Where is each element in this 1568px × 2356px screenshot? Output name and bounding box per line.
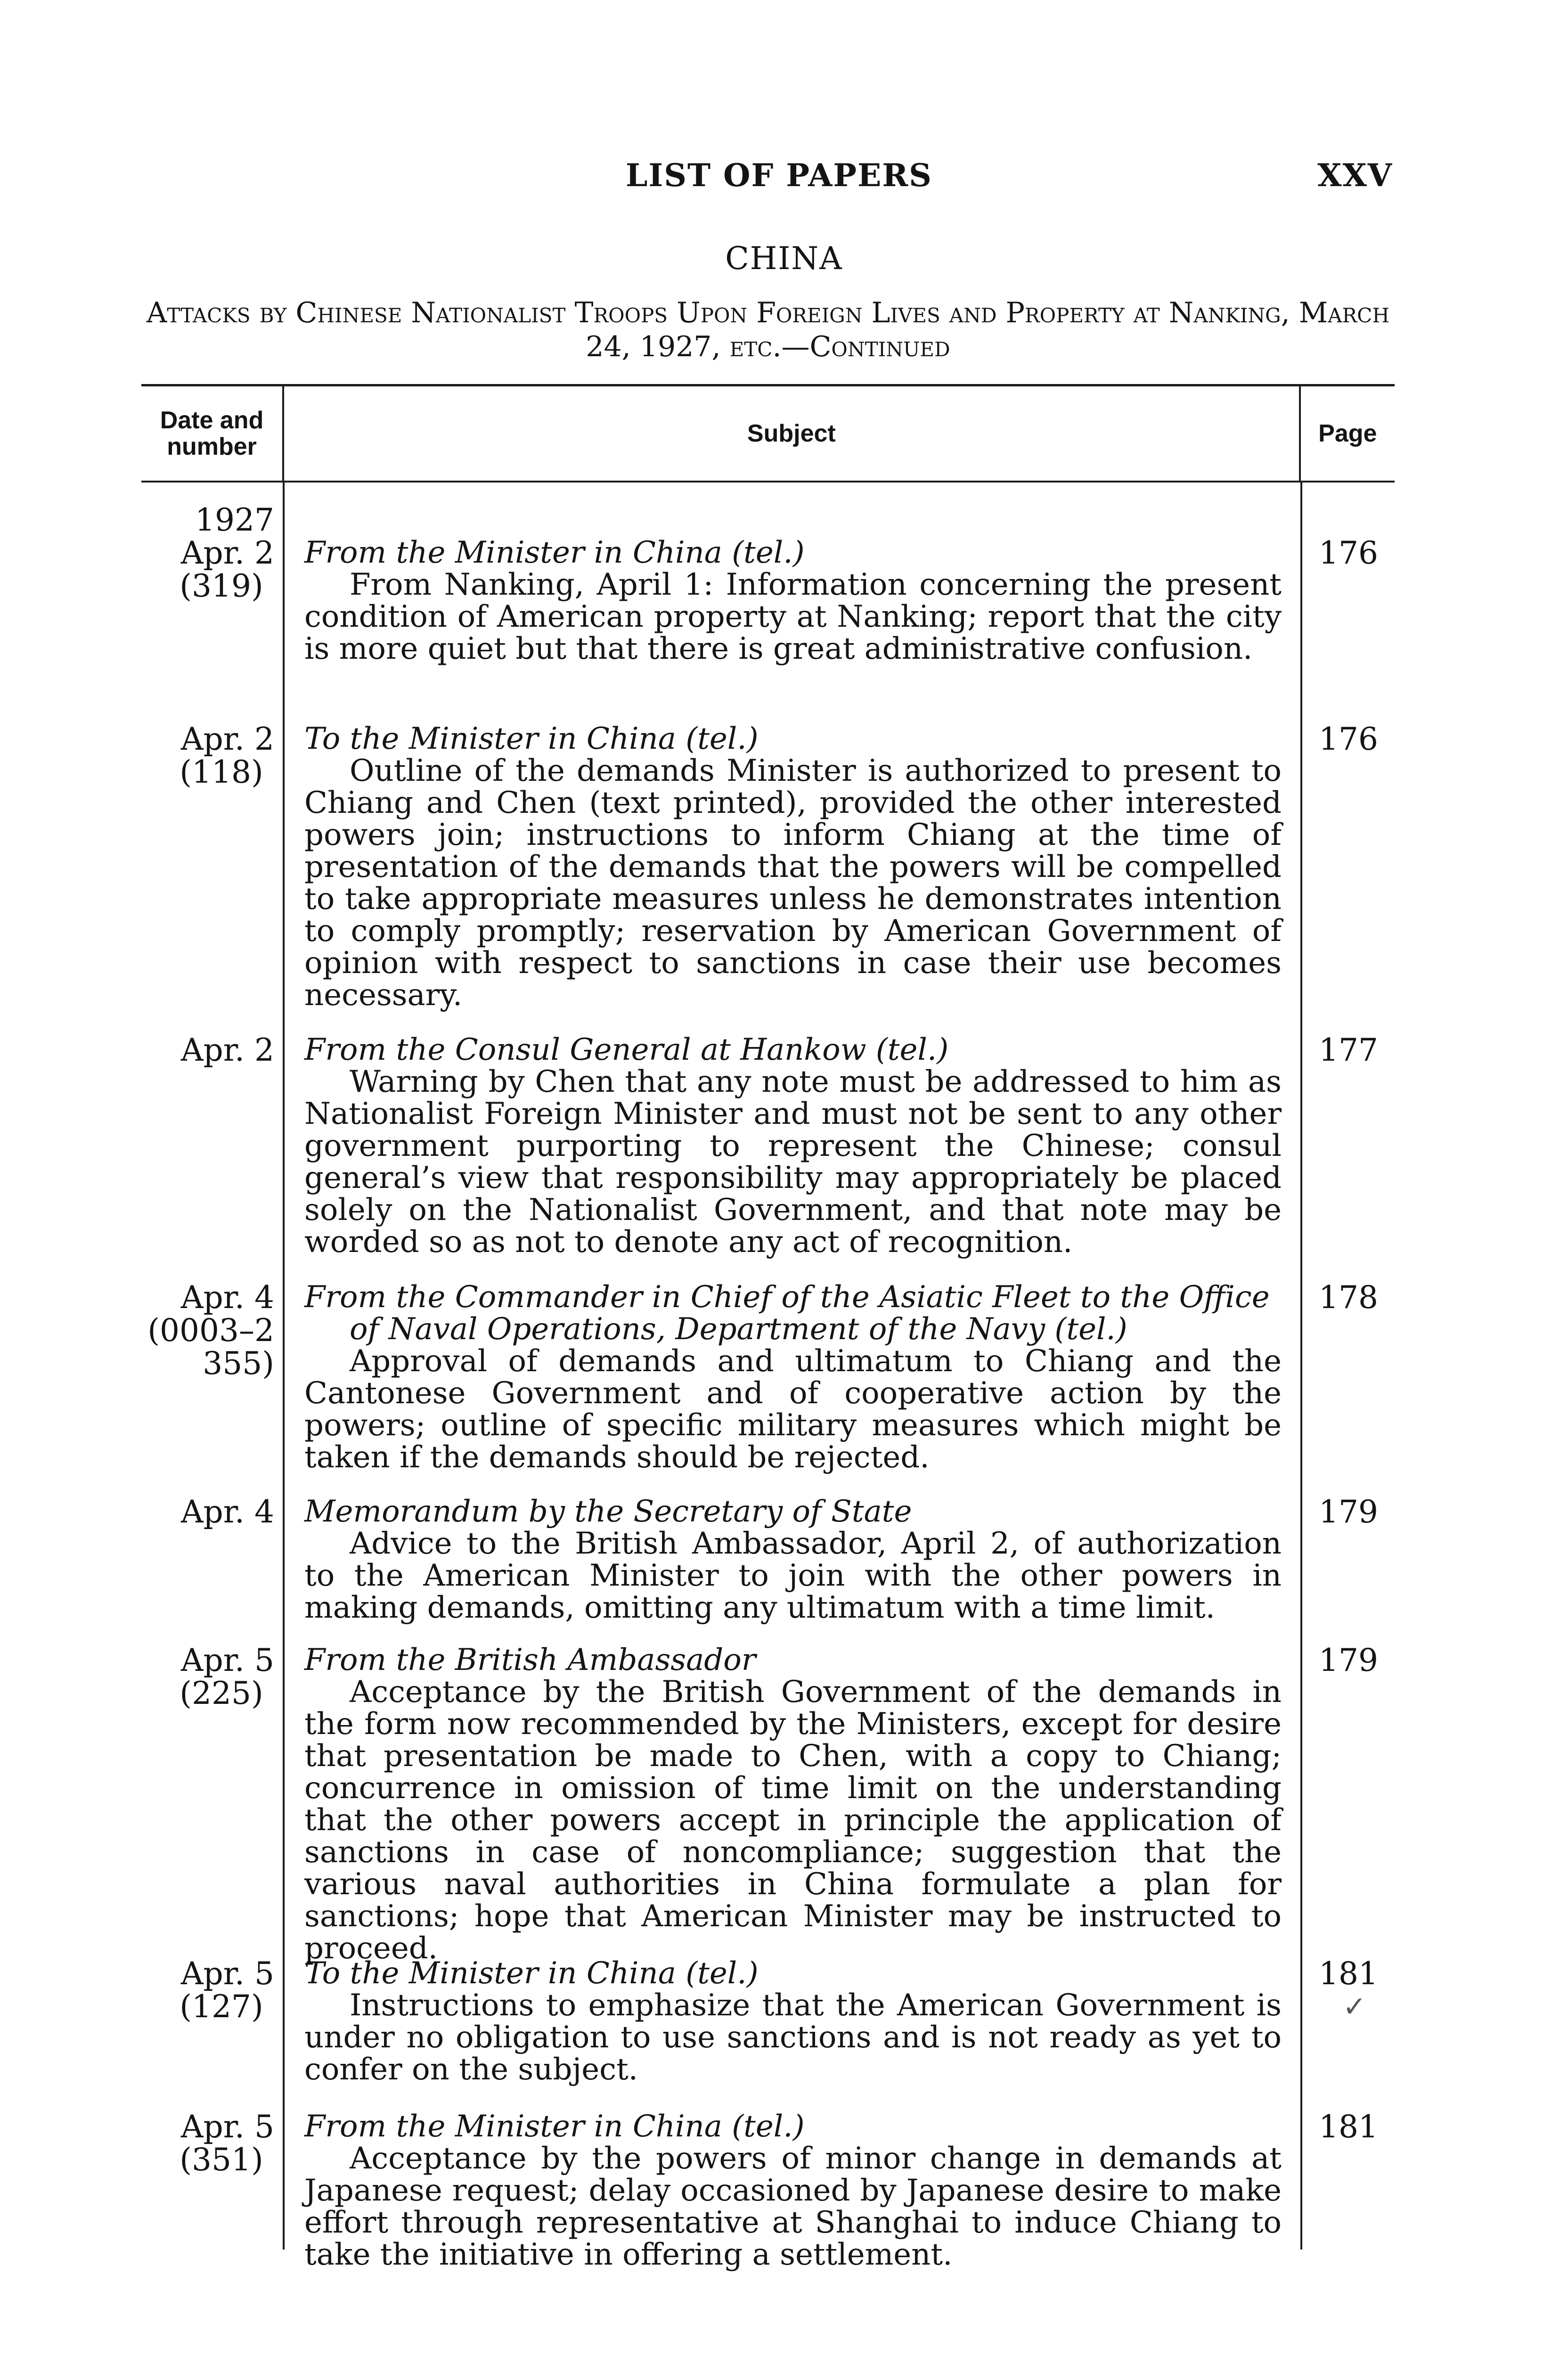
page-cell: 179 [1319, 1642, 1378, 1678]
entry-2-subject [304, 723, 1282, 1034]
entry-1-date [141, 537, 283, 723]
entry-5-subject [304, 1496, 1282, 1644]
entry-1-page [1302, 537, 1395, 723]
page-cell: 178 [1319, 1279, 1378, 1316]
page-cell: 176 [1319, 535, 1378, 571]
table-header-row [141, 386, 1395, 481]
entry-5-date [141, 1496, 283, 1644]
entry-5-page [1302, 1496, 1395, 1644]
table-body [141, 483, 1395, 2272]
entry-3-page [1302, 1034, 1395, 1281]
entry-title: From the Consul General at Hankow (tel.) [304, 1032, 949, 1067]
page-cell: 181 [1319, 2109, 1378, 2145]
entry-4-subject [304, 1281, 1282, 1496]
entry-description: Advice to the British Ambassador, April 2, of authorization to the American Minister to join with the other powers in making demands, omitting any ultimatum with a time limit. [304, 1526, 1282, 1625]
entry-description: Approval of demands and ultimatum to Chiang and the Cantonese Government and of cooperative action by the powers; outline of specific military measures which might be taken if the demands should be rejected. [304, 1344, 1282, 1475]
date-cell: Apr. 2 [180, 535, 274, 571]
entry-1-subject [304, 537, 1282, 723]
page-cell: 177 [1319, 1032, 1378, 1068]
number-cell: (319) [180, 568, 263, 604]
section-subtitle: Attacks by Chinese Nationalist Troops Upon Foreign Lives and Property at Nanking, March 24, 1927, etc.—Continued [147, 296, 1389, 363]
date-cell: Apr. 5 [180, 2109, 274, 2145]
header-page: Page [1318, 420, 1377, 447]
date-cell: Apr. 2 [180, 1032, 274, 1068]
entry-7-date [141, 1957, 283, 2111]
entry-title: To the Minister in China (tel.) [304, 721, 759, 756]
number-cell: (351) [180, 2142, 263, 2178]
check-mark-icon: ✓ [1342, 1990, 1366, 2023]
number-cell: (225) [180, 1675, 263, 1711]
date-cell: Apr. 4 [180, 1494, 274, 1530]
entry-8-date [141, 2111, 283, 2252]
entry-description: Acceptance by the British Government of the demands in the form now recommended by the Ministers, except for desire that presentation be made to Chen, with a copy to Chiang; concurrence in omission of time limit on the understanding that the other powers accept in principle the application of sanctions in case of noncompliance; suggestion that the various naval authorities in China formulate a plan for sanctions; hope that American Minister may be instructed to proceed. [304, 1675, 1282, 1966]
entry-description: Warning by Chen that any note must be addressed to him as Nationalist Foreign Minister and must not be sent to any other government purporting to represent the Chinese; consul general’s view that responsibility may appropriately be placed solely on the Nationalist Government, and that note may be worded so as not to denote any act of recognition. [304, 1064, 1282, 1260]
entry-8-subject [304, 2109, 1282, 2272]
date-cell: Apr. 2 [180, 721, 274, 757]
number-cell: (127) [180, 1988, 263, 2025]
entry-description: From Nanking, April 1: Information concerning the present condition of American property at Nanking; report that the city is more quiet but that there is great administrative confusion. [304, 567, 1282, 666]
page-cell: 179 [1319, 1494, 1378, 1530]
date-cell: Apr. 5 [180, 1642, 274, 1678]
entry-title: From the Minister in China (tel.) [304, 2109, 805, 2144]
entry-6-page [1302, 1644, 1395, 1957]
entry-2-date [141, 723, 283, 1034]
entry-7-page [1302, 1957, 1395, 2111]
header-date-and-number: Date and number [160, 407, 264, 460]
page-cell: 176 [1319, 721, 1378, 757]
entry-description: Acceptance by the powers of minor change in demands at Japanese request; delay occasioned by Japanese desire to make effort through representative at Shanghai to induce Chiang to take the initiative in offering a settlement. [304, 2141, 1282, 2272]
year-label: 1927 [195, 502, 274, 538]
subject-column [283, 483, 1300, 2272]
page-column [1300, 483, 1395, 2250]
entry-description: Instructions to emphasize that the American Government is under no obligation to use sanctions and is not ready as yet to confer on the subject. [304, 1988, 1282, 2087]
entry-3-date [141, 1034, 283, 1281]
entry-title: From the Minister in China (tel.) [304, 535, 805, 570]
page-cell: 181 [1319, 1955, 1378, 1992]
number-cell: (0003–2355) [147, 1312, 274, 1382]
entry-description: Outline of the demands Minister is authorized to present to Chiang and Chen (text printed), provided the other interested powers join; instructions to inform Chiang at the time of presentation of the demands that the powers will be compelled to take appropriate measures unless he demonstrates intention to comply promptly; reservation by American Government of opinion with respect to sanctions in case their use becomes necessary. [304, 753, 1282, 1013]
entry-title: From the British Ambassador [304, 1643, 756, 1677]
entry-2-page [1302, 723, 1395, 1034]
entry-title: From the Commander in Chief of the Asiatic Fleet to the Office of Naval Operations, Department of the Navy (tel.) [304, 1280, 1270, 1347]
entry-title: Memorandum by the Secretary of State [304, 1494, 912, 1529]
entry-6-date [141, 1644, 283, 1957]
entry-7-subject [304, 1957, 1282, 2111]
date-cell: Apr. 5 [180, 1955, 274, 1992]
date-cell: Apr. 4 [180, 1279, 274, 1316]
entry-4-page [1302, 1281, 1395, 1496]
page-number: XXV [1317, 157, 1393, 194]
entry-3-subject [304, 1034, 1282, 1281]
entry-4-date [141, 1281, 283, 1496]
entry-6-subject [304, 1643, 1282, 1966]
date-column [141, 483, 283, 2250]
running-header-title: LIST OF PAPERS [626, 157, 932, 194]
number-cell: (118) [180, 754, 263, 790]
entry-title: To the Minister in China (tel.) [304, 1956, 759, 1991]
entry-8-page [1302, 2111, 1395, 2252]
section-title: CHINA [725, 240, 843, 277]
header-subject: Subject [282, 386, 1301, 481]
papers-table [141, 384, 1395, 2272]
